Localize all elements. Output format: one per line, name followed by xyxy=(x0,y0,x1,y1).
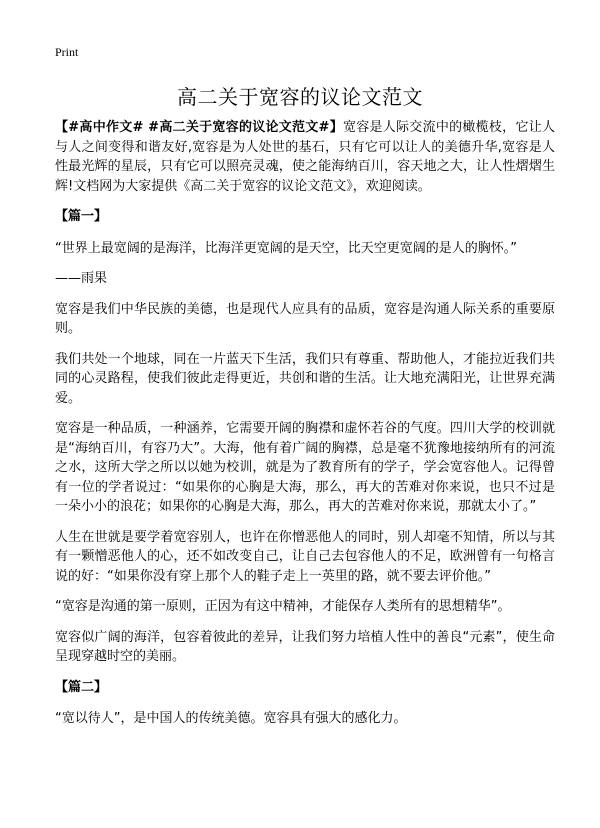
body-paragraph: 宽容是一种品质，一种涵养，它需要开阔的胸襟和虚怀若谷的气度。四川大学的校训就是“海纳百川，有容乃大”。大海，他有着广阔的胸襟，总是毫不犹豫地接纳所有的河流之水，这所大学之所以以她为校训，就是为了教育所有的学子，学会宽容他人。记得曾有一位的学者说过：“如果你的心胸是大海，那么，再大的苦难对你来说，也只不过是一朵小小的浪花；如果你的心胸是大海，那么，再大的苦难对你来说，那就太小了。” xyxy=(55,421,555,514)
section-2-heading: 【篇二】 xyxy=(55,679,108,695)
body-paragraph: 我们共处一个地球，同在一片蓝天下生活，我们只有尊重、帮助他人，才能拉近我们共同的心灵路程，使我们彼此走得更近，共创和谐的生活。让大地充满阳光，让世界充满爱。 xyxy=(55,351,555,406)
body-paragraph: 人生在世就是要学着宽容别人，也许在你憎恶他人的同时，别人却毫不知情，所以与其有一颗憎恶他人的心，还不如改变自己，让自己去包容他人的不足，欧洲曾有一句格言说的好：“如果你没有穿上那个人的鞋子走上一英里的路，就不要去评价他。” xyxy=(55,529,555,584)
quote-paragraph: “世界上最宽阔的是海洋，比海洋更宽阔的是天空，比天空更宽阔的是人的胸怀。” xyxy=(55,240,517,256)
body-paragraph: “宽容是沟通的第一原则，正因为有这中精神，才能保存人类所有的思想精华”。 xyxy=(55,599,511,614)
page-title: 高二关于宽容的议论文范文 xyxy=(177,85,423,109)
section-1-heading: 【篇一】 xyxy=(55,209,108,224)
intro-text: 宽容是人际交流中的橄榄枝，它让人与人之间变得和谐友好,宽容是为人处世的基石，只有它可以让人的美德升华,宽容是人性最光辉的星辰，只有它可以照亮灵魂，使之能海纳百川，容天地之大，让人性熠熠生辉!文档网为大家提供《高二关于宽容的议论文范文》，欢迎阅读。 xyxy=(55,120,555,194)
body-paragraph: “宽以待人”，是中国人的传统美德。宽容具有强大的感化力。 xyxy=(55,711,407,726)
print-link[interactable]: Print xyxy=(55,45,79,59)
intro-paragraph xyxy=(55,118,555,196)
article-body xyxy=(55,118,555,740)
body-paragraph: 宽容似广阔的海洋，包容着彼此的差异，让我们努力培植人性中的善良“元素”，使生命呈现穿越时空的美丽。 xyxy=(55,629,555,664)
quote-author: ——雨果 xyxy=(55,271,108,286)
intro-tag: 【#高中作文# #高二关于宽容的议论文范文#】 xyxy=(55,120,343,135)
body-paragraph: 宽容是我们中华民族的美德，也是现代人应具有的品质，宽容是沟通人际关系的重要原则。 xyxy=(55,301,555,336)
